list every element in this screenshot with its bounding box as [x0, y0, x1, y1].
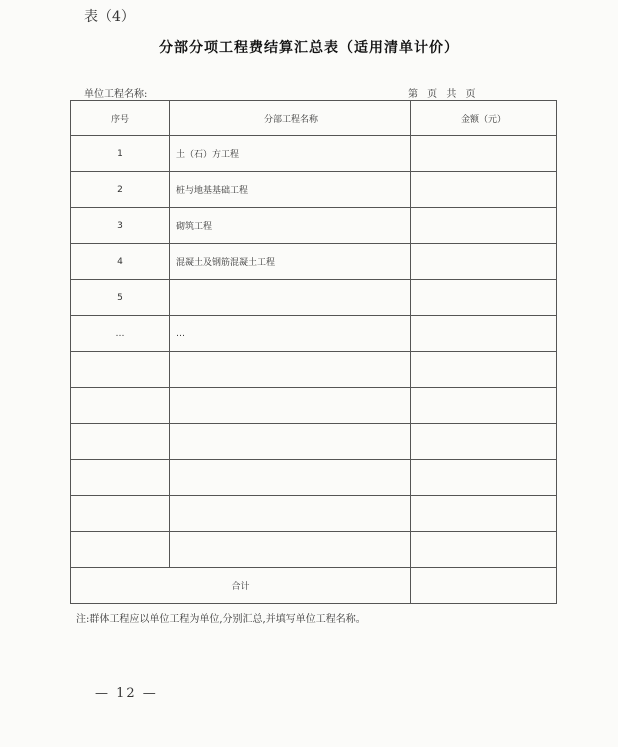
row-no[interactable]: [71, 460, 170, 496]
row-amount[interactable]: [411, 460, 557, 496]
table-header-row: [71, 101, 557, 136]
table-row: [71, 244, 557, 280]
unit-project-name-label: 单位工程名称:: [84, 89, 148, 100]
row-no[interactable]: [71, 388, 170, 424]
total-label: 合计: [71, 568, 411, 604]
row-amount[interactable]: [411, 532, 557, 568]
document-title: 分部分项工程费结算汇总表（适用清单计价）: [159, 40, 459, 56]
row-no: 5: [71, 280, 170, 316]
row-name[interactable]: [170, 460, 411, 496]
row-amount[interactable]: [411, 280, 557, 316]
table-row: [71, 208, 557, 244]
table-row: [71, 424, 557, 460]
page-info: 第 页 共 页: [408, 89, 476, 100]
row-amount[interactable]: [411, 496, 557, 532]
row-name: …: [170, 316, 411, 352]
total-amount[interactable]: [411, 568, 557, 604]
table-row: [71, 316, 557, 352]
column-header-no: 序号: [71, 101, 170, 136]
table-row: [71, 388, 557, 424]
row-amount[interactable]: [411, 424, 557, 460]
summary-table: [70, 100, 557, 604]
table-row: [71, 172, 557, 208]
row-name[interactable]: [170, 532, 411, 568]
table-row: [71, 136, 557, 172]
page-number: — 12 —: [95, 686, 158, 701]
row-name: 砌筑工程: [170, 208, 411, 244]
table-row: [71, 460, 557, 496]
row-name[interactable]: [170, 496, 411, 532]
table-row: [71, 496, 557, 532]
row-name[interactable]: [170, 280, 411, 316]
row-amount[interactable]: [411, 352, 557, 388]
row-no: 1: [71, 136, 170, 172]
row-name[interactable]: [170, 352, 411, 388]
row-no[interactable]: [71, 424, 170, 460]
column-header-name: 分部工程名称: [170, 101, 411, 136]
row-no: 4: [71, 244, 170, 280]
row-name: 桩与地基基础工程: [170, 172, 411, 208]
table-row: [71, 280, 557, 316]
row-no: …: [71, 316, 170, 352]
row-name[interactable]: [170, 388, 411, 424]
row-amount[interactable]: [411, 244, 557, 280]
table-row: [71, 532, 557, 568]
row-no[interactable]: [71, 352, 170, 388]
total-row: [71, 568, 557, 604]
row-name[interactable]: [170, 424, 411, 460]
row-no[interactable]: [71, 532, 170, 568]
row-amount[interactable]: [411, 316, 557, 352]
column-header-amount: 金额（元）: [411, 101, 557, 136]
row-amount[interactable]: [411, 172, 557, 208]
table-number-label: 表（4）: [84, 9, 135, 25]
row-amount[interactable]: [411, 136, 557, 172]
row-no: 3: [71, 208, 170, 244]
row-no[interactable]: [71, 496, 170, 532]
row-name: 土（石）方工程: [170, 136, 411, 172]
row-name: 混凝土及钢筋混凝土工程: [170, 244, 411, 280]
footnote: 注:群体工程应以单位工程为单位,分别汇总,并填写单位工程名称。: [76, 614, 366, 625]
table-row: [71, 352, 557, 388]
row-amount[interactable]: [411, 388, 557, 424]
row-no: 2: [71, 172, 170, 208]
row-amount[interactable]: [411, 208, 557, 244]
